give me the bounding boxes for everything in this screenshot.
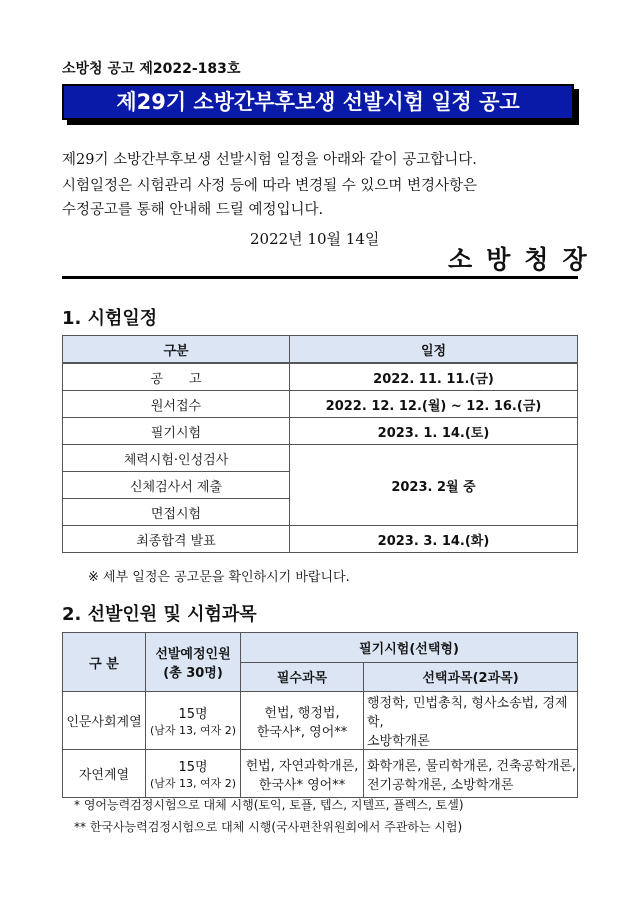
row-required-line: 한국사* 영어** bbox=[258, 777, 346, 793]
notice-date: 2022년 10월 14일 bbox=[250, 230, 380, 248]
row-required bbox=[241, 692, 364, 750]
footnote-english: * 영어능력검정시험으로 대체 시행(토익, 토플, 텝스, 지텔프, 플렉스, 토셀) bbox=[74, 798, 464, 812]
divider bbox=[62, 276, 578, 279]
row-division: 자연계열 bbox=[63, 750, 146, 798]
row-required-line: 한국사*, 영어** bbox=[256, 724, 348, 740]
row-item: 필기시험 bbox=[63, 418, 290, 445]
row-required bbox=[241, 750, 364, 798]
row-item: 공 고 bbox=[63, 363, 290, 391]
row-date: 2022. 12. 12.(월) ~ 12. 16.(금) bbox=[290, 391, 578, 418]
row-date: 2023. 1. 14.(토) bbox=[290, 418, 578, 445]
row-count-value: 15명 bbox=[178, 707, 208, 722]
header-planned-total: (총 30명) bbox=[163, 666, 223, 681]
row-elective-line: 화학개론, 물리학개론, 건축공학개론, bbox=[367, 758, 577, 774]
table-row bbox=[63, 391, 578, 418]
schedule-note: ※ 세부 일정은 공고문을 확인하시기 바랍니다. bbox=[88, 570, 350, 585]
row-count-detail: (남자 13, 여자 2) bbox=[149, 777, 237, 790]
notice-number: 소방청 공고 제2022-183호 bbox=[62, 61, 241, 77]
intro-line-1: 제29기 소방간부후보생 선발시험 일정을 아래와 같이 공고합니다. bbox=[62, 152, 477, 168]
schedule-table bbox=[62, 335, 578, 553]
row-item: 신체검사서 제출 bbox=[63, 472, 290, 499]
row-item: 최종합격 발표 bbox=[63, 526, 290, 553]
row-count-detail: (남자 13, 여자 2) bbox=[149, 724, 237, 737]
row-required-line: 헌법, 행정법, bbox=[264, 705, 340, 721]
row-elective bbox=[364, 750, 578, 798]
section1-heading: 1. 시험일정 bbox=[62, 308, 158, 329]
table-header-row bbox=[63, 633, 578, 663]
header-division: 구 분 bbox=[63, 633, 146, 692]
table-row bbox=[63, 445, 578, 472]
row-elective bbox=[364, 692, 578, 750]
header-written: 필기시험(선택형) bbox=[241, 633, 578, 663]
header-elective: 선택과목(2과목) bbox=[364, 662, 578, 692]
table-row bbox=[63, 363, 578, 391]
row-elective-line: 전기공학개론, 소방학개론 bbox=[367, 777, 514, 793]
table-row bbox=[63, 526, 578, 553]
issuer-name: 소방청장 bbox=[448, 245, 601, 274]
section2-heading: 2. 선발인원 및 시험과목 bbox=[62, 604, 257, 625]
row-count bbox=[146, 692, 241, 750]
intro-line-3: 수정공고를 통해 안내해 드릴 예정입니다. bbox=[62, 202, 324, 218]
row-elective-line: 소방학개론 bbox=[367, 734, 430, 749]
header-planned bbox=[146, 633, 241, 692]
page-title: 제29기 소방간부후보생 선발시험 일정 공고 bbox=[62, 84, 574, 120]
row-division: 인문사회계열 bbox=[63, 692, 146, 750]
row-item: 원서접수 bbox=[63, 391, 290, 418]
subjects-table bbox=[62, 632, 578, 798]
row-date: 2022. 11. 11.(금) bbox=[290, 363, 578, 391]
header-planned-label: 선발예정인원 bbox=[155, 647, 231, 662]
header-category: 구분 bbox=[63, 336, 290, 364]
row-item: 체력시험·인성검사 bbox=[63, 445, 290, 472]
row-elective-line: 행정학, 민법총칙, 형사소송법, 경제학, bbox=[367, 696, 568, 730]
row-item: 면접시험 bbox=[63, 499, 290, 526]
table-header-row bbox=[63, 336, 578, 364]
row-date: 2023. 3. 14.(화) bbox=[290, 526, 578, 553]
table-row bbox=[63, 418, 578, 445]
footnote-korean-history: ** 한국사능력검정시험으로 대체 시행(국사편찬위원회에서 주관하는 시험) bbox=[74, 820, 463, 834]
row-date: 2023. 2월 중 bbox=[290, 445, 578, 526]
header-required: 필수과목 bbox=[241, 662, 364, 692]
row-count bbox=[146, 750, 241, 798]
header-schedule: 일정 bbox=[290, 336, 578, 364]
table-row bbox=[63, 750, 578, 798]
row-count-value: 15명 bbox=[178, 760, 208, 775]
row-required-line: 헌법, 자연과학개론, bbox=[245, 758, 359, 774]
intro-line-2: 시험일정은 시험관리 사정 등에 따라 변경될 수 있으며 변경사항은 bbox=[62, 178, 478, 194]
table-row bbox=[63, 692, 578, 750]
